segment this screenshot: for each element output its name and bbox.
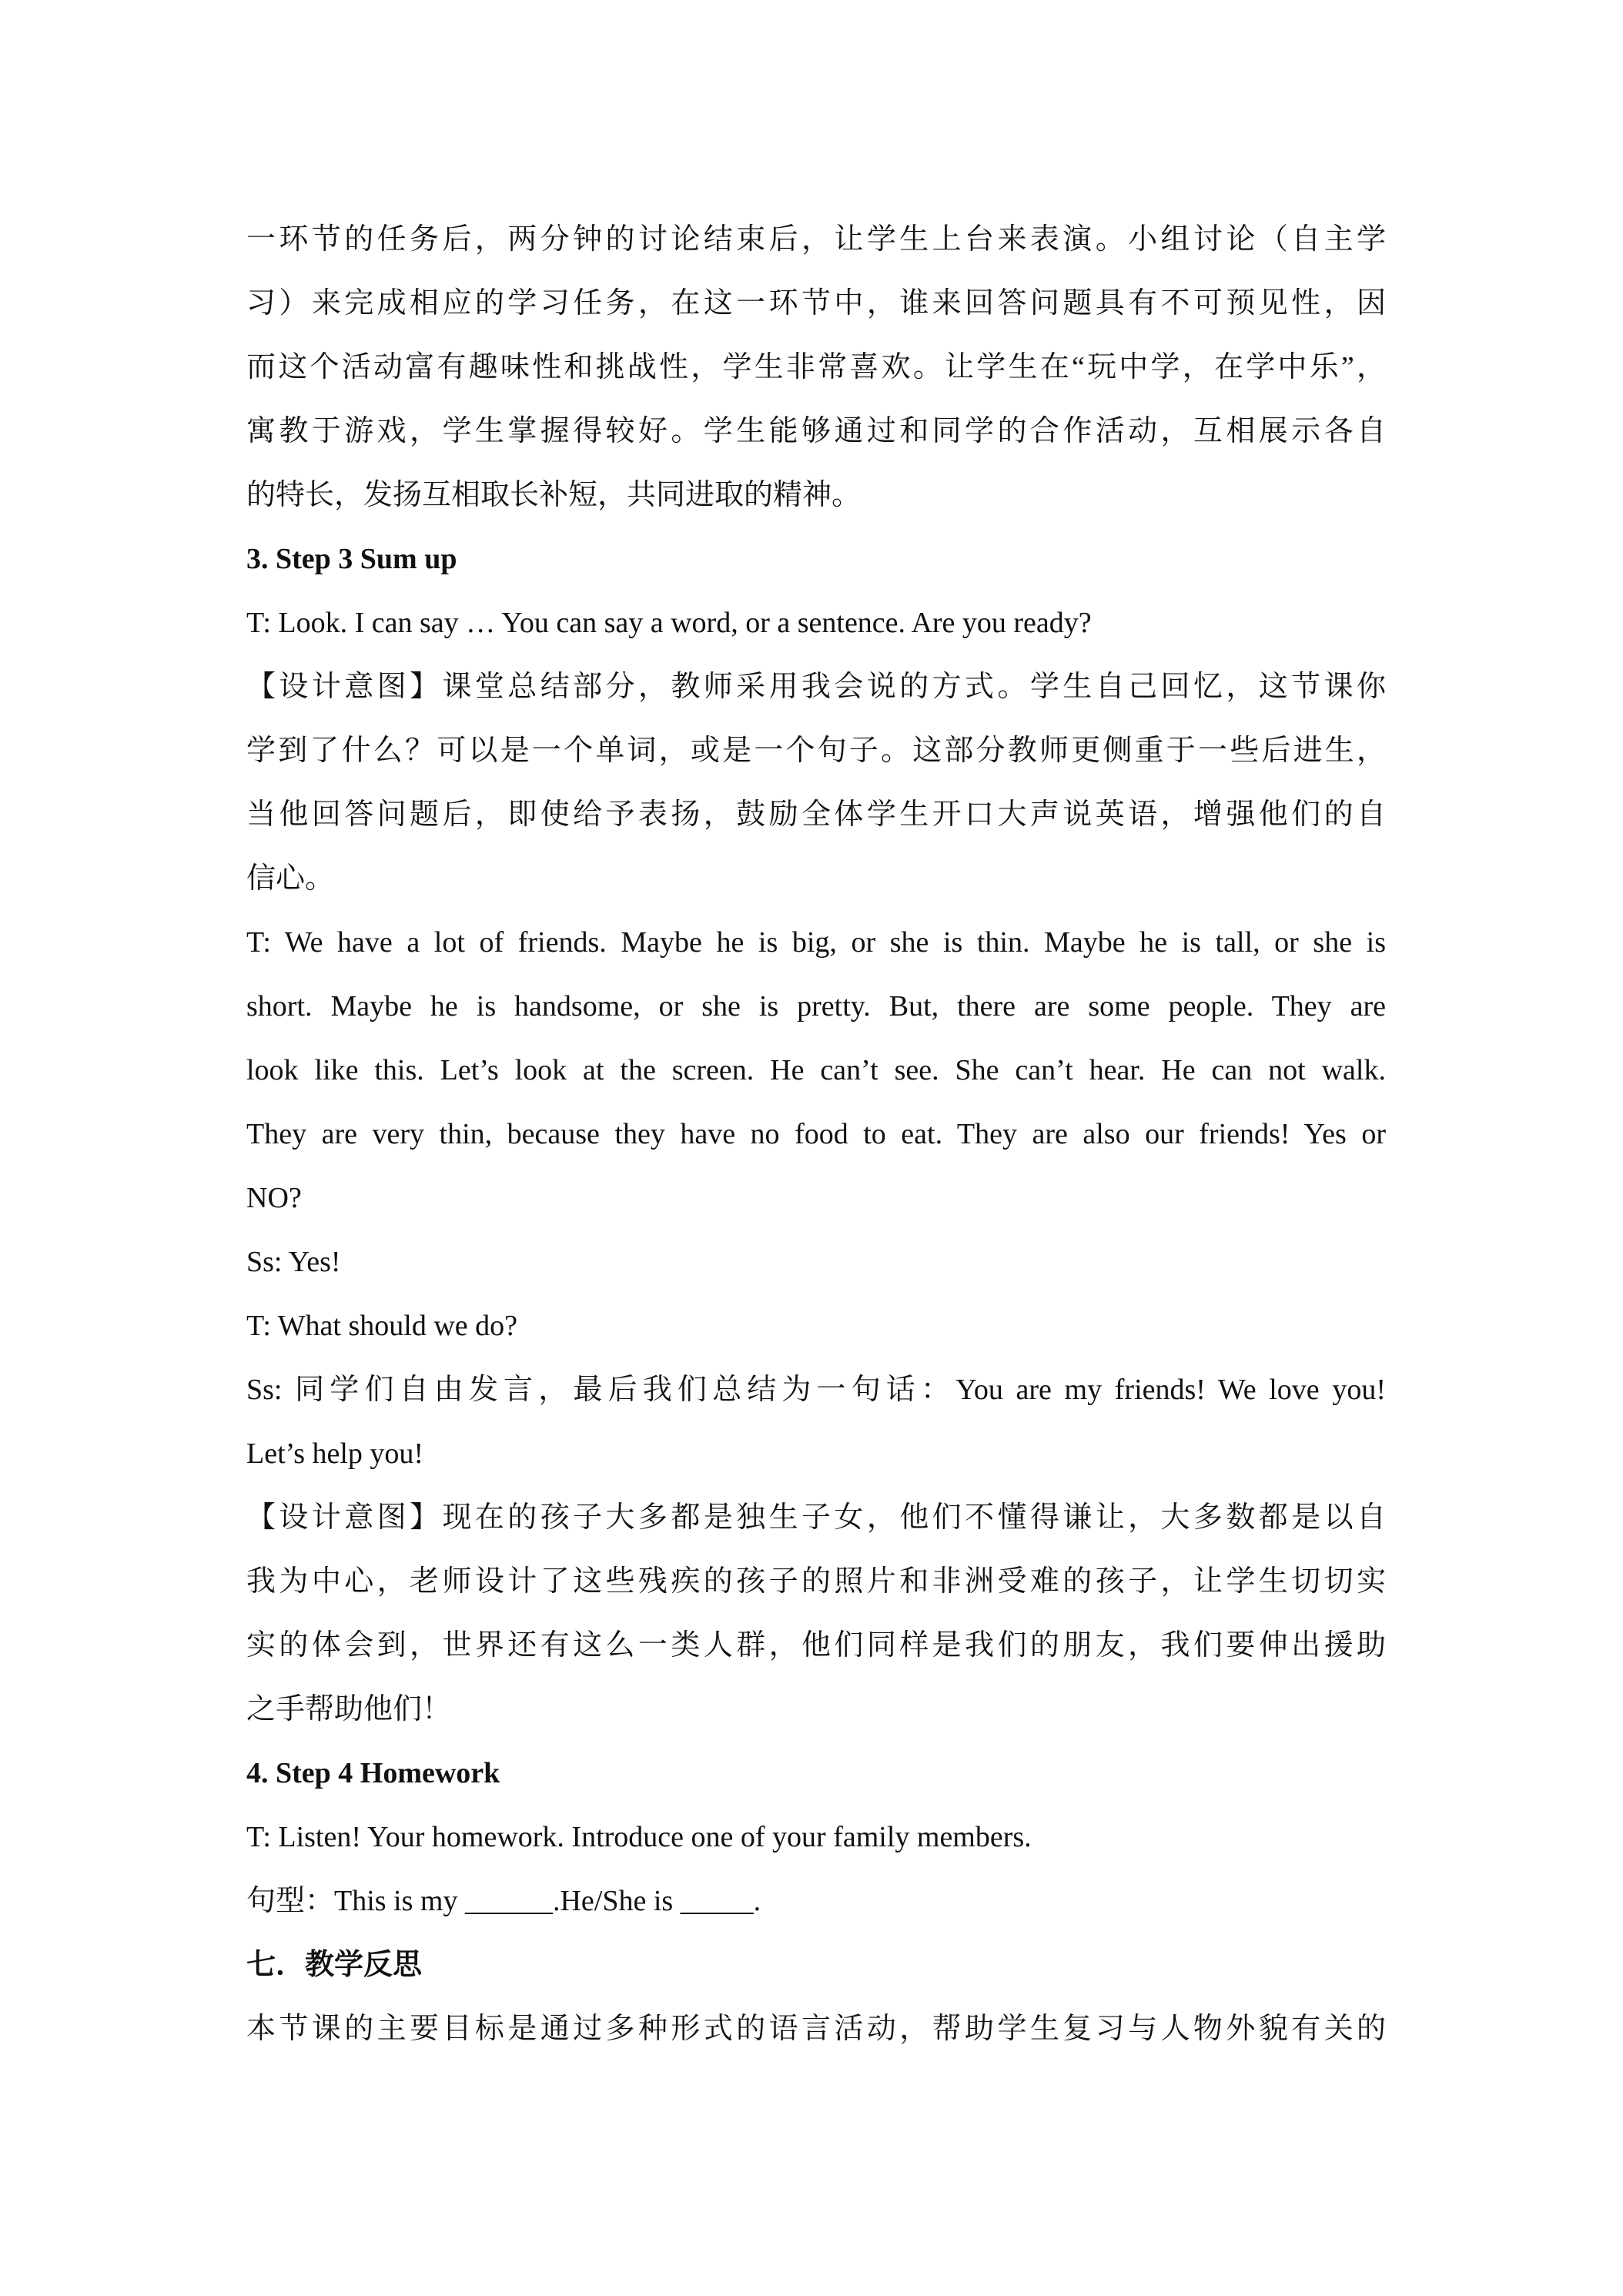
paragraph-line: look like this. Let’s look at the screen. He can’t see. She can’t hear. He can not walk. [246,1054,1386,1086]
paragraph-line: Ss: 同学们自由发言，最后我们总结为一句话：You are my friends! We love you! [246,1374,1386,1406]
paragraph-line: 一环节的任务后，两分钟的讨论结束后，让学生上台来表演。小组讨论（自主学 [246,223,1386,256]
paragraph-line: 我为中心，老师设计了这些残疾的孩子的照片和非洲受难的孩子，让学生切切实 [246,1565,1386,1598]
paragraph-line: 习）来完成相应的学习任务，在这一环节中，谁来回答问题具有不可预见性，因 [246,287,1386,320]
paragraph-line: They are very thin, because they have no food to eat. They are also our friends! Yes or [246,1118,1386,1150]
paragraph-line: NO? [246,1182,302,1214]
paragraph-line: T: Look. I can say … You can say a word, or a sentence. Are you ready? [246,607,1092,639]
paragraph-line: 而这个活动富有趣味性和挑战性，学生非常喜欢。让学生在“玩中学，在学中乐”， [246,351,1386,383]
paragraph-line: short. Maybe he is handsome, or she is pretty. But, there are some people. They are [246,990,1386,1022]
document-page [246,208,1386,2061]
paragraph-line: 之手帮助他们！ [246,1693,452,1725]
paragraph-line: T: Listen! Your homework. Introduce one of your family members. [246,1821,1032,1853]
paragraph-line: 当他回答问题后，即使给予表扬，鼓励全体学生开口大声说英语，增强他们的自 [246,798,1386,831]
section-heading-step4: 4. Step 4 Homework [246,1757,500,1789]
paragraph-line: 【设计意图】现在的孩子大多都是独生子女，他们不懂得谦让，大多数都是以自 [246,1501,1386,1534]
paragraph-line: 学到了什么？可以是一个单词，或是一个句子。这部分教师更侧重于一些后进生， [246,735,1386,767]
paragraph-line: Let’s help you! [246,1438,424,1470]
paragraph-line: T: We have a lot of friends. Maybe he is big, or she is thin. Maybe he is tall, or she is [246,926,1386,959]
section-heading-step3: 3. Step 3 Sum up [246,543,457,575]
paragraph-line: T: What should we do? [246,1310,518,1342]
paragraph-line: 【设计意图】课堂总结部分，教师采用我会说的方式。学生自己回忆，这节课你 [246,671,1386,703]
paragraph-line: 的特长，发扬互相取长补短，共同进取的精神。 [246,479,862,511]
paragraph-line: 实的体会到，世界还有这么一类人群，他们同样是我们的朋友，我们要伸出援助 [246,1629,1386,1662]
section-heading-reflection: 七．教学反思 [246,1949,423,1981]
paragraph-line: 句型：This is my ______.He/She is _____. [246,1885,761,1917]
paragraph-line: 寓教于游戏，学生掌握得较好。学生能够通过和同学的合作活动，互相展示各自 [246,415,1386,447]
paragraph-line: 信心。 [246,862,335,895]
paragraph-line: 本节课的主要目标是通过多种形式的语言活动，帮助学生复习与人物外貌有关的 [246,2013,1386,2045]
paragraph-line: Ss: Yes! [246,1246,341,1278]
